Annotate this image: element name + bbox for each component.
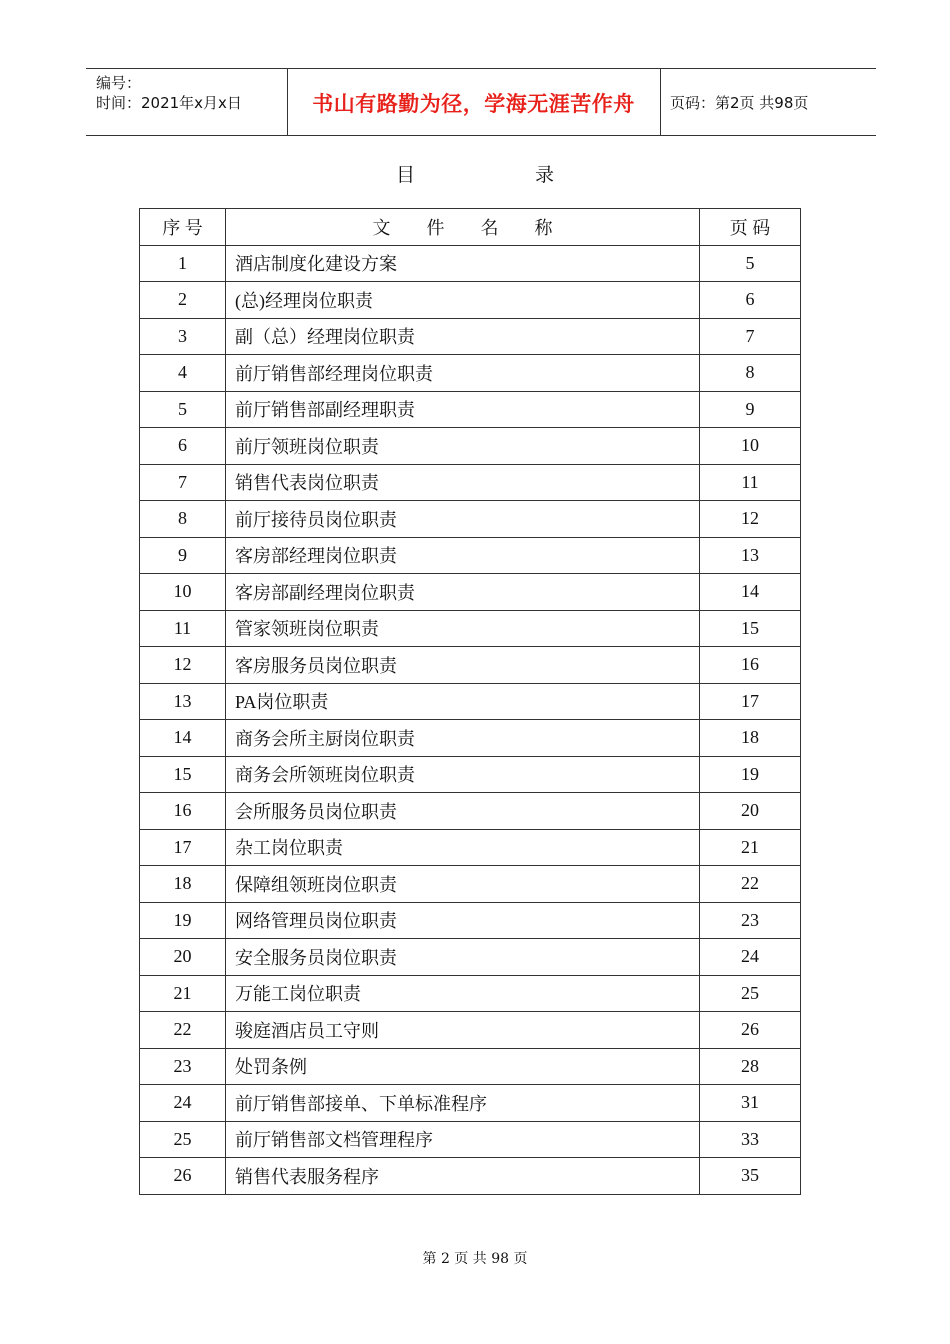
row-document-name: 安全服务员岗位职责 xyxy=(226,939,700,976)
row-page-number: 35 xyxy=(700,1158,801,1195)
row-index: 20 xyxy=(140,939,226,976)
row-document-name: 前厅销售部经理岗位职责 xyxy=(226,355,700,392)
table-row xyxy=(140,793,801,830)
row-document-name: 前厅销售部接单、下单标准程序 xyxy=(226,1085,700,1122)
table-row xyxy=(140,610,801,647)
row-document-name: 网络管理员岗位职责 xyxy=(226,902,700,939)
row-document-name: 前厅领班岗位职责 xyxy=(226,428,700,465)
row-document-name: 客房服务员岗位职责 xyxy=(226,647,700,684)
row-page-number: 23 xyxy=(700,902,801,939)
table-row xyxy=(140,939,801,976)
row-document-name: 杂工岗位职责 xyxy=(226,829,700,866)
row-index: 10 xyxy=(140,574,226,611)
row-page-number: 28 xyxy=(700,1048,801,1085)
row-index: 5 xyxy=(140,391,226,428)
page-footer: 第 2 页 共 98 页 xyxy=(422,1251,528,1267)
row-document-name: 骏庭酒店员工守则 xyxy=(226,1012,700,1049)
row-page-number: 20 xyxy=(700,793,801,830)
row-document-name: 副（总）经理岗位职责 xyxy=(226,318,700,355)
header-page-cell xyxy=(660,69,876,135)
table-row xyxy=(140,537,801,574)
header-left-cell xyxy=(86,69,288,135)
row-page-number: 14 xyxy=(700,574,801,611)
row-page-number: 13 xyxy=(700,537,801,574)
row-document-name: 前厅销售部文档管理程序 xyxy=(226,1121,700,1158)
table-row xyxy=(140,902,801,939)
row-index: 9 xyxy=(140,537,226,574)
row-index: 15 xyxy=(140,756,226,793)
header-motto: 书山有路勤为径，学海无涯苦作舟 xyxy=(312,92,635,116)
row-index: 21 xyxy=(140,975,226,1012)
row-document-name: 前厅接待员岗位职责 xyxy=(226,501,700,538)
table-row xyxy=(140,720,801,757)
table-row xyxy=(140,282,801,319)
table-row xyxy=(140,1158,801,1195)
row-page-number: 19 xyxy=(700,756,801,793)
row-page-number: 11 xyxy=(700,464,801,501)
row-document-name: 会所服务员岗位职责 xyxy=(226,793,700,830)
row-index: 6 xyxy=(140,428,226,465)
title-char-right: 录 xyxy=(535,164,555,186)
row-page-number: 24 xyxy=(700,939,801,976)
table-row xyxy=(140,391,801,428)
table-of-contents xyxy=(139,208,801,1195)
row-document-name: 客房部经理岗位职责 xyxy=(226,537,700,574)
row-index: 12 xyxy=(140,647,226,684)
row-index: 22 xyxy=(140,1012,226,1049)
row-index: 2 xyxy=(140,282,226,319)
row-index: 24 xyxy=(140,1085,226,1122)
row-index: 1 xyxy=(140,245,226,282)
table-row xyxy=(140,355,801,392)
row-index: 8 xyxy=(140,501,226,538)
table-row xyxy=(140,1085,801,1122)
row-index: 17 xyxy=(140,829,226,866)
column-header-index: 序 号 xyxy=(140,209,226,246)
row-document-name: 保障组领班岗位职责 xyxy=(226,866,700,903)
page-header xyxy=(86,68,876,136)
table-row xyxy=(140,464,801,501)
row-page-number: 18 xyxy=(700,720,801,757)
row-document-name: 商务会所领班岗位职责 xyxy=(226,756,700,793)
row-page-number: 21 xyxy=(700,829,801,866)
row-page-number: 5 xyxy=(700,245,801,282)
column-header-page: 页 码 xyxy=(700,209,801,246)
row-document-name: 商务会所主厨岗位职责 xyxy=(226,720,700,757)
row-page-number: 6 xyxy=(700,282,801,319)
row-index: 3 xyxy=(140,318,226,355)
row-page-number: 15 xyxy=(700,610,801,647)
row-page-number: 12 xyxy=(700,501,801,538)
row-document-name: PA岗位职责 xyxy=(226,683,700,720)
row-page-number: 33 xyxy=(700,1121,801,1158)
table-row xyxy=(140,866,801,903)
row-document-name: 客房部副经理岗位职责 xyxy=(226,574,700,611)
table-row xyxy=(140,975,801,1012)
row-page-number: 8 xyxy=(700,355,801,392)
table-row xyxy=(140,829,801,866)
row-index: 19 xyxy=(140,902,226,939)
table-row xyxy=(140,1121,801,1158)
table-row xyxy=(140,501,801,538)
row-page-number: 26 xyxy=(700,1012,801,1049)
row-index: 25 xyxy=(140,1121,226,1158)
title-char-left: 目 xyxy=(395,164,415,186)
table-row xyxy=(140,683,801,720)
row-document-name: 酒店制度化建设方案 xyxy=(226,245,700,282)
row-document-name: 万能工岗位职责 xyxy=(226,975,700,1012)
row-document-name: 前厅销售部副经理职责 xyxy=(226,391,700,428)
row-page-number: 16 xyxy=(700,647,801,684)
row-document-name: (总)经理岗位职责 xyxy=(226,282,700,319)
row-document-name: 处罚条例 xyxy=(226,1048,700,1085)
row-index: 14 xyxy=(140,720,226,757)
row-index: 4 xyxy=(140,355,226,392)
row-page-number: 9 xyxy=(700,391,801,428)
table-of-contents-title xyxy=(0,160,950,187)
table-row xyxy=(140,318,801,355)
table-row xyxy=(140,245,801,282)
row-index: 23 xyxy=(140,1048,226,1085)
table-row xyxy=(140,756,801,793)
header-motto-cell xyxy=(287,69,661,135)
table-row xyxy=(140,1048,801,1085)
row-document-name: 管家领班岗位职责 xyxy=(226,610,700,647)
table-header-row xyxy=(140,209,801,246)
document-date: 时间：2021年x月x日 xyxy=(96,94,242,112)
table-row xyxy=(140,574,801,611)
row-index: 16 xyxy=(140,793,226,830)
table-row xyxy=(140,647,801,684)
row-page-number: 31 xyxy=(700,1085,801,1122)
row-page-number: 22 xyxy=(700,866,801,903)
row-index: 11 xyxy=(140,610,226,647)
table-body xyxy=(140,245,801,1194)
header-page-info: 页码：第2页 共98页 xyxy=(670,94,809,112)
row-index: 7 xyxy=(140,464,226,501)
table-row xyxy=(140,1012,801,1049)
column-header-name: 文 件 名 称 xyxy=(226,209,700,246)
row-index: 13 xyxy=(140,683,226,720)
row-index: 18 xyxy=(140,866,226,903)
document-number-label: 编号： xyxy=(96,74,142,92)
row-index: 26 xyxy=(140,1158,226,1195)
row-page-number: 17 xyxy=(700,683,801,720)
row-page-number: 7 xyxy=(700,318,801,355)
table-row xyxy=(140,428,801,465)
row-page-number: 10 xyxy=(700,428,801,465)
row-page-number: 25 xyxy=(700,975,801,1012)
row-document-name: 销售代表岗位职责 xyxy=(226,464,700,501)
row-document-name: 销售代表服务程序 xyxy=(226,1158,700,1195)
